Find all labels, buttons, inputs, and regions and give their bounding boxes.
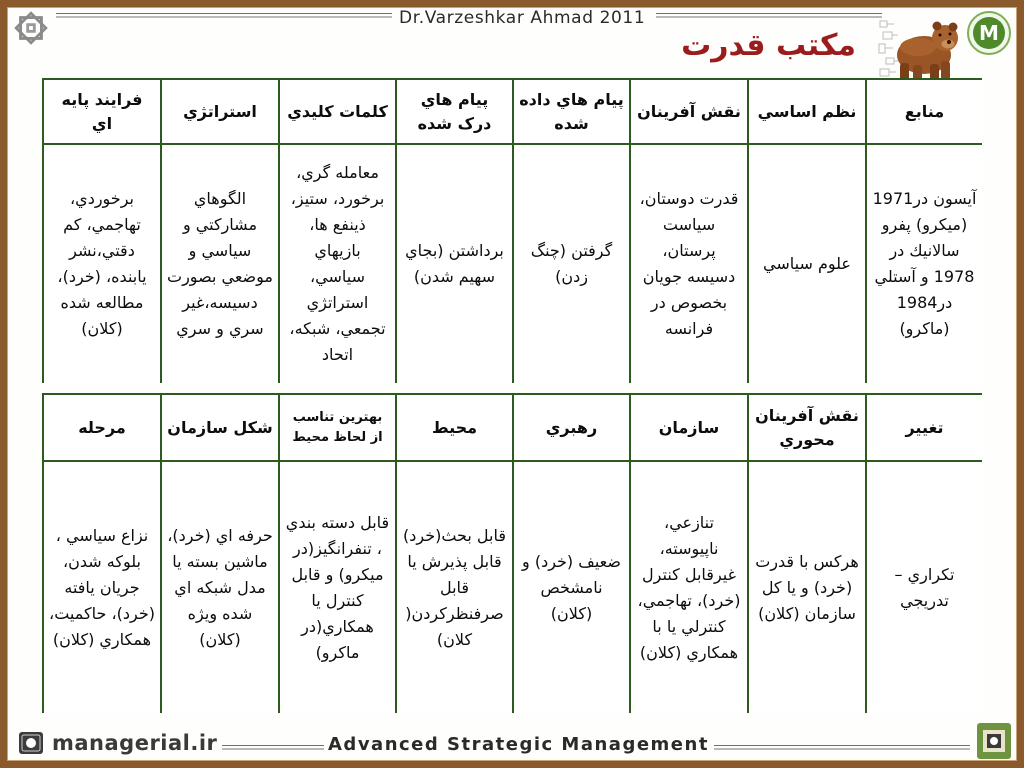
t2-cell-change: تکراري – تدريجي	[866, 461, 982, 713]
t2-header-change: تغيير	[866, 394, 982, 461]
m-logo-icon	[966, 10, 1012, 56]
footer-course-title: Advanced Strategic Management	[328, 734, 709, 755]
t2-header-leadership: رهبري	[513, 394, 630, 461]
t2-cell-organization-form: حرفه اي (خرد)، ماشين بسته يا مدل شبکه اي شده ويژه (کلان)	[161, 461, 279, 713]
t2-cell-organization: تنازعي، ناپيوسته، غيرقابل کنترل (خرد)، تهاجمي، کنترلي يا با همکاري (کلان)	[630, 461, 748, 713]
t1-header-row	[43, 79, 982, 144]
knot-logo-icon	[12, 9, 50, 47]
t1-body-row	[43, 144, 982, 383]
author-line: Dr.Varzeshkar Ahmad 2011	[399, 8, 646, 28]
t2-cell-stage: نزاع سياسي ، بلوکه شدن، جريان يافته (خرد)، حاکميت، همکاري (کلان)	[43, 461, 161, 713]
t1-header-basic-process: فرايند پايه اي	[43, 79, 161, 144]
t2-cell-best-environment-fit: قابل دسته بندي ، تنفرانگيز(در ميکرو) و قابل کنترل يا همکاري(در ماکرو)	[279, 461, 396, 713]
footer-rule-right	[714, 745, 970, 750]
header-rule-right	[656, 13, 882, 18]
m-logo-letter: M	[979, 21, 999, 45]
t1-header-perceived-messages: پيام هاي درک شده	[396, 79, 513, 144]
t2-cell-environment: قابل بحث(خرد) قابل پذيرش يا قابل صرفنظرکردن( کلان)	[396, 461, 513, 713]
t2-cell-leadership: ضعيف (خرد) و نامشخص (کلان)	[513, 461, 630, 713]
t2-header-row	[43, 394, 982, 461]
t1-cell-perceived-messages: برداشتن (بجاي سهيم شدن)	[396, 144, 513, 383]
t2-header-organization-form: شکل سازمان	[161, 394, 279, 461]
t1-header-actors: نقش آفرينان	[630, 79, 748, 144]
header-rule-left	[56, 13, 392, 18]
t2-header-best-environment-fit: بهترين تناسب از لحاظ محيط	[279, 394, 396, 461]
t2-cell-central-actors: هرکس با قدرت (خرد) و يا کل سازمان (کلان)	[748, 461, 866, 713]
power-school-table-1	[42, 78, 982, 383]
t2-body-row	[43, 461, 982, 713]
t2-header-stage: مرحله	[43, 394, 161, 461]
t2-header-organization: سازمان	[630, 394, 748, 461]
t1-cell-strategy: الگوهاي مشارکتي و سياسي و موضعي بصورت دسيسه،غير سري و سري	[161, 144, 279, 383]
t1-cell-basic-process: برخوردي، تهاجمي، کم دقتي،نشر يابنده، (خرد)، مطالعه شده (کلان)	[43, 144, 161, 383]
t1-header-keywords: کلمات کليدي	[279, 79, 396, 144]
t1-header-sources: منابع	[866, 79, 982, 144]
t1-cell-keywords: معامله گري، برخورد، ستيز، ذينفع ها، بازيهاي سياسي، استراتژي تجمعي، شبکه، اتحاد	[279, 144, 396, 383]
t1-cell-sources: آيسون در1971 (ميکرو) پفرو سالانيك در 1978 و آستلي در1984 (ماكرو)	[866, 144, 982, 383]
t2-header-central-actors: نقش آفرينان محوري	[748, 394, 866, 461]
t1-header-basic-discipline: نظم اساسي	[748, 79, 866, 144]
t1-header-given-messages: پيام هاي داده شده	[513, 79, 630, 144]
t1-cell-actors: قدرت دوستان، سياست پرستان، دسيسه جويان بخصوص در فرانسه	[630, 144, 748, 383]
t1-header-strategy: استراتژي	[161, 79, 279, 144]
t1-cell-given-messages: گرفتن (چنگ زدن)	[513, 144, 630, 383]
green-square-dot-icon	[976, 722, 1012, 760]
power-school-table-2	[42, 393, 982, 713]
t1-cell-basic-discipline: علوم سياسي	[748, 144, 866, 383]
footer-site-name: managerial.ir	[52, 731, 218, 755]
page-title: مکتب قدرت	[681, 28, 856, 63]
t2-header-environment: محيط	[396, 394, 513, 461]
footer-rule-left	[222, 745, 324, 750]
square-dot-icon	[18, 731, 44, 755]
bear-icon	[878, 13, 966, 85]
